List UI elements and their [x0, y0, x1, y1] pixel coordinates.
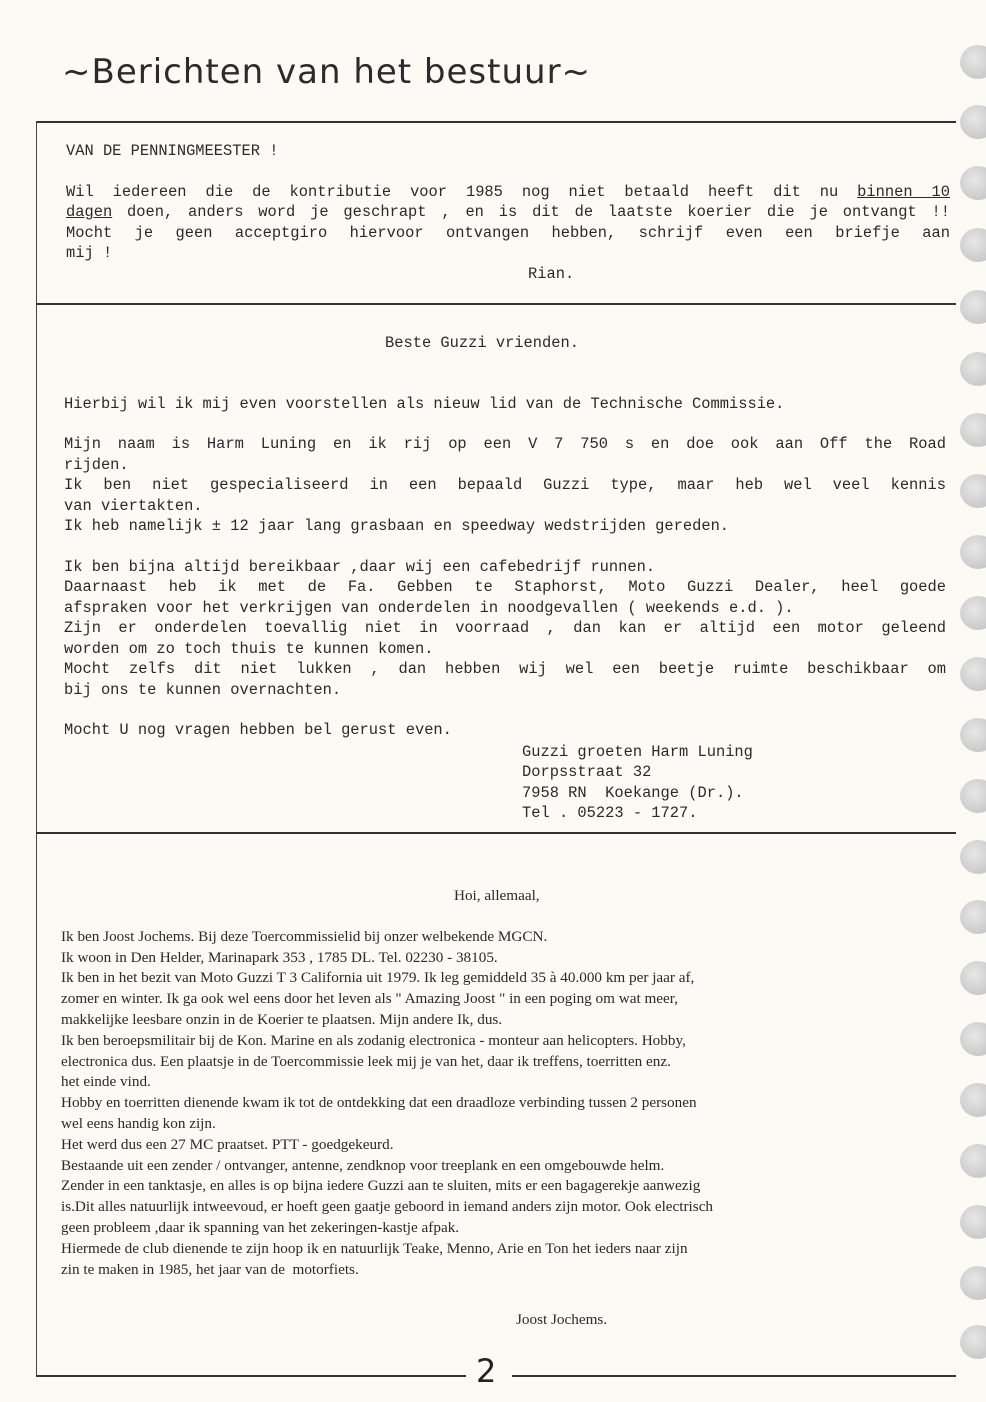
- binder-hole: [960, 105, 986, 139]
- harm-line: Daarnaast heb ik met de Fa. Gebben te Staphorst, Moto Guzzi Dealer, heel goede: [64, 578, 946, 596]
- binder-hole: [960, 1325, 986, 1359]
- joost-line: Hobby en toerritten dienende kwam ik tot de ontdekking dat een draadloze verbinding tussen 2 personen: [61, 1094, 697, 1112]
- binder-hole: [960, 961, 986, 995]
- treasurer-line: Wil iedereen die de kontributie voor 1985 nog niet betaald heeft dit nu binnen 10: [66, 182, 951, 201]
- binder-hole: [960, 166, 986, 200]
- binder-hole: [960, 45, 986, 79]
- binder-holes: [946, 0, 986, 1402]
- treasurer-heading: VAN DE PENNINGMEESTER !: [66, 142, 279, 160]
- joost-line: Hiermede de club dienende te zijn hoop ik en natuurlijk Teake, Menno, Arie en Ton het ieders naar zijn: [61, 1239, 688, 1257]
- joost-greeting: Hoi, allemaal,: [454, 887, 540, 904]
- binder-hole: [960, 352, 986, 386]
- joost-line: het einde vind.: [61, 1073, 151, 1091]
- binder-hole: [960, 1144, 986, 1178]
- harm-signature: Guzzi groeten Harm Luning Dorpsstraat 32 7958 RN Koekange (Dr.). Tel . 05223 - 1727.: [522, 742, 753, 822]
- joost-line: Ik ben beroepsmilitair bij de Kon. Marine en als zodanig electronica - monteur aan helicopters. Hobby,: [61, 1031, 686, 1049]
- divider-1: [36, 303, 956, 305]
- joost-line: is.Dit alles natuurlijk intweevoud, er hoeft geen gaatje geboord in iemand anders zijn motor. Ook electrisch: [61, 1198, 714, 1216]
- joost-line: zin te maken in 1985, het jaar van de motorfiets.: [61, 1260, 359, 1278]
- joost-section: [61, 886, 933, 1331]
- joost-line: Zender in een tanktasje, en alles is op bijna iedere Guzzi aan te sluiten, mits er een bagagerekje aanwezig: [61, 1177, 701, 1195]
- page-number: 2: [476, 1352, 497, 1390]
- harm-section: [64, 333, 946, 824]
- binder-hole: [960, 413, 986, 447]
- binder-hole: [960, 1205, 986, 1239]
- harm-line: rijden.: [64, 455, 129, 474]
- joost-signature: Joost Jochems.: [516, 1311, 608, 1329]
- divider-2: [36, 832, 956, 834]
- joost-line: Ik woon in Den Helder, Marinapark 353 , 1785 DL. Tel. 02230 - 38105.: [61, 948, 498, 966]
- binder-hole: [960, 779, 986, 813]
- harm-line: van viertakten.: [64, 496, 203, 515]
- harm-closing: Mocht U nog vragen hebben bel gerust even.: [64, 721, 452, 739]
- joost-line: Het werd dus een 27 MC praatset. PTT - goedgekeurd.: [61, 1135, 394, 1153]
- binder-hole: [960, 657, 986, 691]
- harm-line: Mijn naam is Harm Luning en ik rij op een V 7 750 s en doe ook aan Off the Road: [64, 435, 946, 453]
- binder-hole: [960, 840, 986, 874]
- harm-line: bij ons te kunnen overnachten.: [64, 680, 342, 699]
- binder-hole: [960, 535, 986, 569]
- joost-line: electronica dus. Een plaatsje in de Toercommissie leek mij je van het, daar ik treffens, toerritten enz.: [61, 1052, 671, 1070]
- binder-hole: [960, 718, 986, 752]
- harm-line: Zijn er onderdelen toevallig niet in voorraad , dan kan er altijd een motor geleend: [64, 619, 946, 637]
- binder-hole: [960, 1083, 986, 1117]
- harm-greeting: Beste Guzzi vrienden.: [385, 334, 579, 352]
- binder-hole: [960, 1266, 986, 1300]
- harm-line: Mocht zelfs dit niet lukken , dan hebben wij wel een beetje ruimte beschikbaar om: [64, 660, 946, 678]
- divider-top: [36, 121, 956, 123]
- binder-hole: [960, 228, 986, 262]
- treasurer-line: mij !: [66, 244, 113, 262]
- joost-line: Bestaande uit een zender / ontvanger, antenne, zendknop voor treeplank en een omgebouwde helm.: [61, 1156, 665, 1174]
- treasurer-section: [66, 141, 950, 284]
- joost-line: Ik ben Joost Jochems. Bij deze Toercommissielid bij onzer welbekende MGCN.: [61, 927, 548, 945]
- frame-left: [36, 121, 37, 1376]
- divider-bottom-left: [36, 1375, 466, 1377]
- harm-line: Ik heb namelijk ± 12 jaar lang grasbaan en speedway wedstrijden gereden.: [64, 517, 730, 535]
- joost-line: geen probleem ,daar ik spanning van het zekeringen-kastje afpak.: [61, 1218, 460, 1236]
- joost-line: wel eens handig kon zijn.: [61, 1114, 216, 1132]
- harm-line: Ik ben niet gespecialiseerd in een bepaald Guzzi type, maar heb wel veel kennis: [64, 476, 946, 494]
- binder-hole: [960, 900, 986, 934]
- page-title: ~Berichten van het bestuur~: [62, 52, 592, 92]
- joost-line: zomer en winter. Ik ga ook wel eens door het leven als " Amazing Joost " in een poging om wat meer,: [61, 990, 679, 1008]
- treasurer-signature: Rian.: [528, 264, 575, 283]
- joost-line: Ik ben in het bezit van Moto Guzzi T 3 California uit 1979. Ik leg gemiddeld 35 à 40.000 km per jaar af,: [61, 969, 695, 987]
- harm-line: afspraken voor het verkrijgen van onderdelen in noodgevallen ( weekends e.d. ).: [64, 598, 794, 617]
- binder-hole: [960, 1022, 986, 1056]
- joost-line: makkelijke leesbare onzin in de Koerier te plaatsen. Mijn andere Ik, dus.: [61, 1010, 503, 1028]
- harm-line: worden om zo toch thuis te kunnen komen.: [64, 639, 434, 658]
- treasurer-line: Mocht je geen acceptgiro hiervoor ontvangen hebben, schrijf even een briefje aan: [66, 223, 950, 242]
- binder-hole: [960, 290, 986, 324]
- harm-line: Ik ben bijna altijd bereikbaar ,daar wij een cafebedrijf runnen.: [64, 557, 656, 576]
- divider-bottom-right: [512, 1375, 956, 1377]
- binder-hole: [960, 474, 986, 508]
- treasurer-line: dagen doen, anders word je geschrapt , en is dit de laatste koerier die je ontvangt !!: [66, 203, 950, 221]
- harm-intro: Hierbij wil ik mij even voorstellen als nieuw lid van de Technische Commissie.: [64, 394, 785, 413]
- binder-hole: [960, 596, 986, 630]
